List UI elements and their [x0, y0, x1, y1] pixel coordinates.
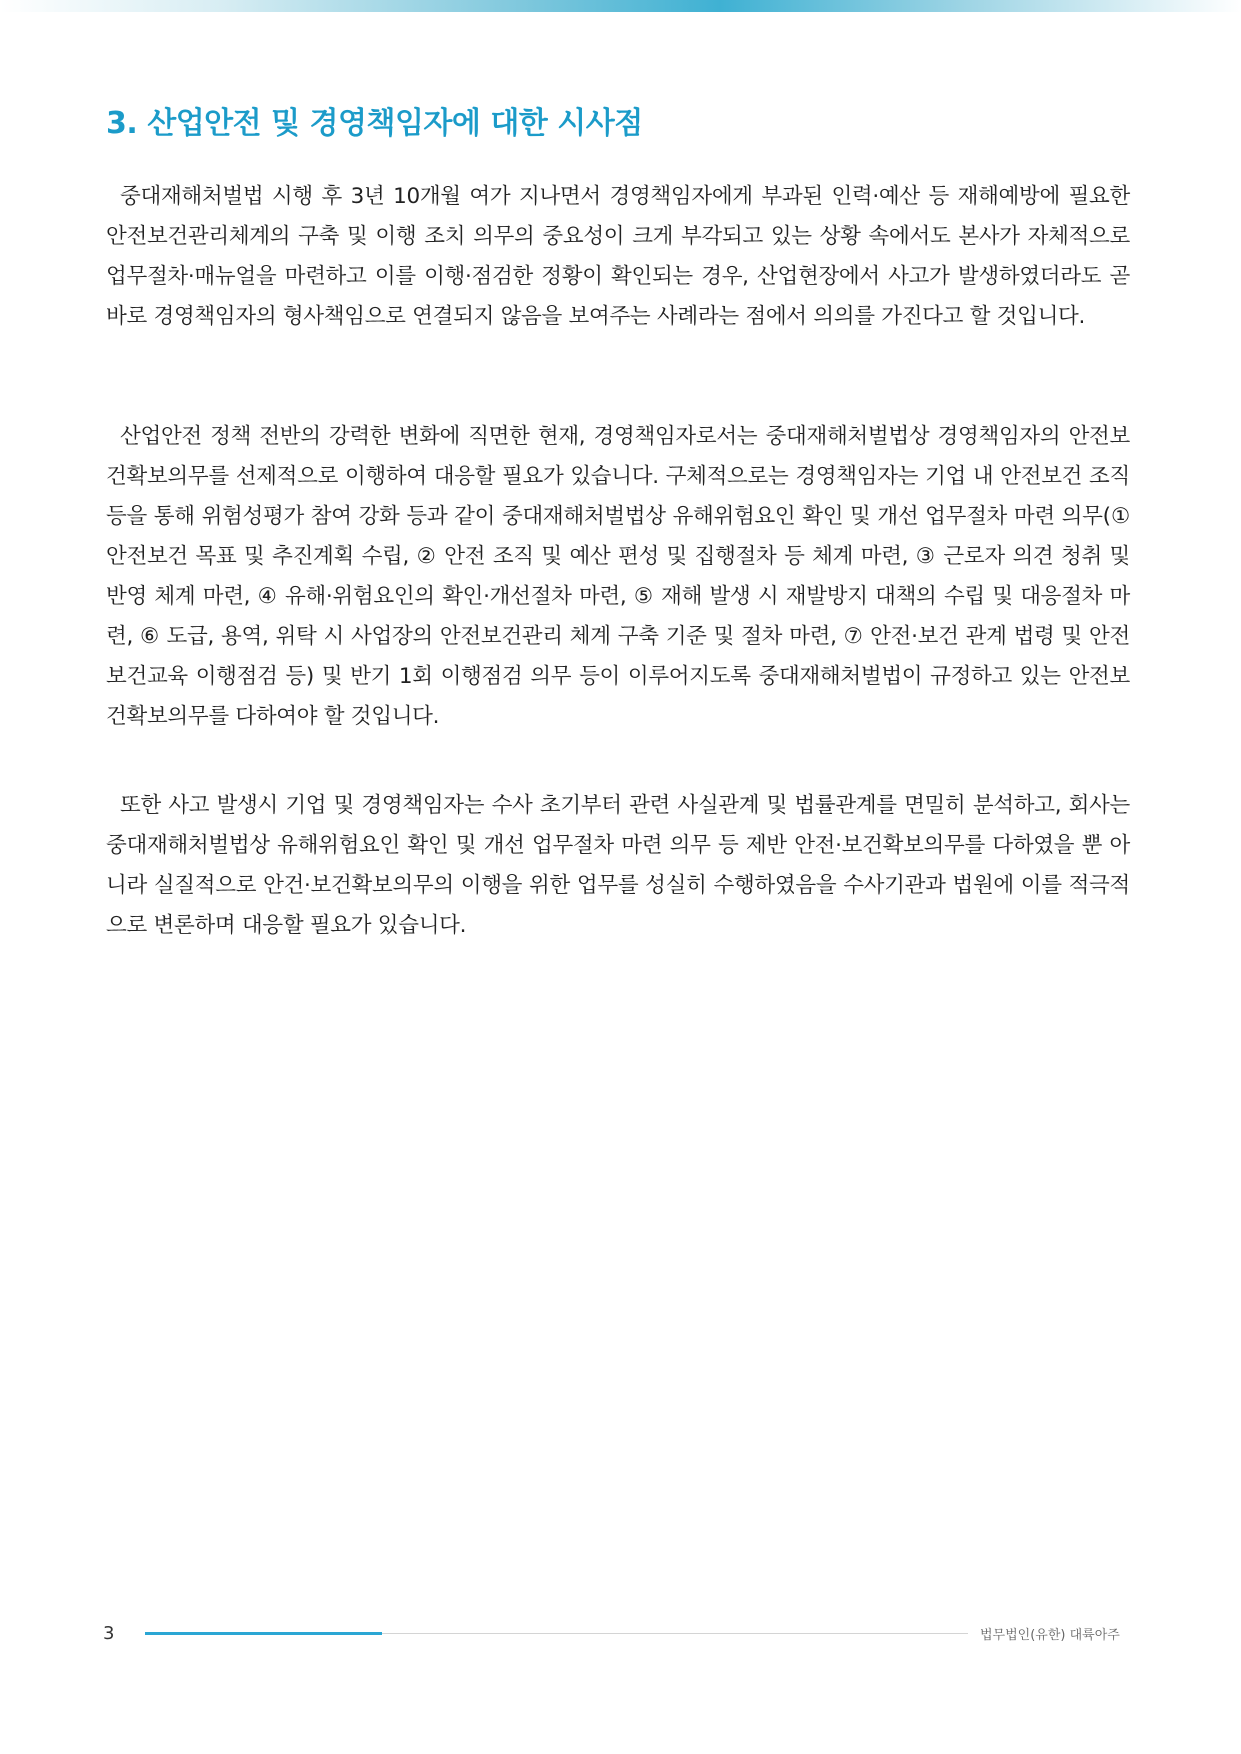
- page-number: 3: [103, 1623, 115, 1644]
- section-title: 3. 산업안전 및 경영책임자에 대한 시사점: [106, 106, 643, 141]
- footer-firm-name: 법무법인(유한) 대륙아주: [980, 1628, 1120, 1643]
- body-paragraph-1: 중대재해처벌법 시행 후 3년 10개월 여가 지나면서 경영책임자에게 부과된 인력·예산 등 재해예방에 필요한 안전보건관리체계의 구축 및 이행 조치 의무의 중요성이 크게 부각되고 있는 상황 속에서도 본사가 자체적으로 업무절차·매뉴얼을 마련하고 이를 이행·점검한 정황이 확인되는 경우, 산업현장에서 사고가 발생하였더라도 곧바로 경영책임자의 형사책임으로 연결되지 않음을 보여주는 사례라는 점에서 의의를 가진다고 할 것입니다.: [106, 184, 1130, 329]
- body-paragraph-2: 산업안전 정책 전반의 강력한 변화에 직면한 현재, 경영책임자로서는 중대재해처벌법상 경영책임자의 안전보건확보의무를 선제적으로 이행하여 대응할 필요가 있습니다. 구체적으로는 경영책임자는 기업 내 안전보건 조직 등을 통해 위험성평가 참여 강화 등과 같이 중대재해처벌법상 유해위험요인 확인 및 개선 업무절차 마련 의무(① 안전보건 목표 및 추진계획 수립, ② 안전 조직 및 예산 편성 및 집행절차 등 체계 마련, ③ 근로자 의견 청취 및 반영 체계 마련, ④ 유해·위험요인의 확인·개선절차 마련, ⑤ 재해 발생 시 재발방지 대책의 수립 및 대응절차 마련, ⑥ 도급, 용역, 위탁 시 사업장의 안전보건관리 체계 구축 기준 및 절차 마련, ⑦ 안전·보건 관계 법령 및 안전보건교육 이행점검 등) 및 반기 1회 이행점검 의무 등이 이루어지도록 중대재해처벌법이 규정하고 있는 안전보건확보의무를 다하여야 할 것입니다.: [106, 424, 1130, 729]
- footer-divider-accent: [145, 1632, 382, 1635]
- header-gradient-bar: [0, 0, 1241, 12]
- body-paragraph-3: 또한 사고 발생시 기업 및 경영책임자는 수사 초기부터 관련 사실관계 및 법률관계를 면밀히 분석하고, 회사는 중대재해처벌법상 유해위험요인 확인 및 개선 업무절차 마련 의무 등 제반 안전·보건확보의무를 다하였을 뿐 아니라 실질적으로 안건·보건확보의무의 이행을 위한 업무를 성실히 수행하였음을 수사기관과 법원에 이를 적극적으로 변론하며 대응할 필요가 있습니다.: [106, 793, 1130, 938]
